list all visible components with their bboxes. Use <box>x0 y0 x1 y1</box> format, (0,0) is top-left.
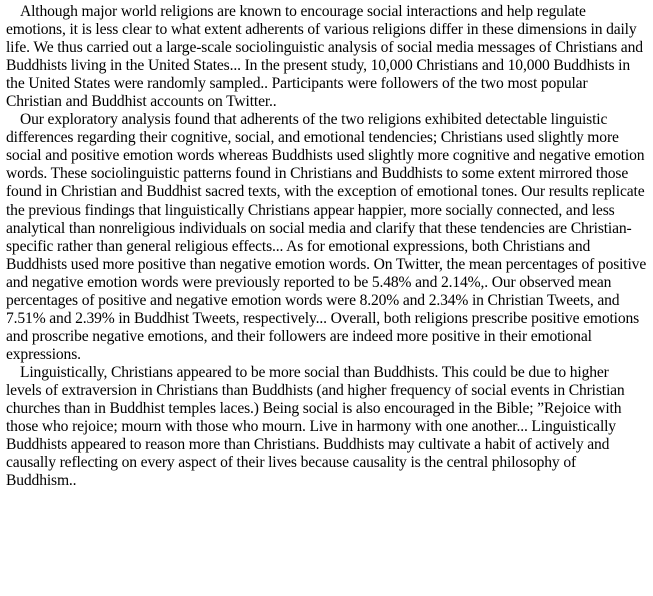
paragraph-social-differences: Linguistically, Christians appeared to be more social than Buddhists. This could be due to higher levels of extraversion in Christians than Buddhists (and higher frequency of social events in Christian churches than in Buddhist temples laces.) Being social is also encouraged in the Bible; ”Rejoice with those who rejoice; mourn with those who mourn. Live in harmony with one another... Linguistically Buddhists appeared to reason more than Christians. Buddhists may cultivate a habit of actively and causally reflecting on every aspect of their lives because causality is the central philosophy of Buddhism.. <box>6 363 625 490</box>
paragraph-findings: Our exploratory analysis found that adherents of the two religions exhibited detectable linguistic differences regarding their cognitive, social, and emotional tendencies; Christians used slightly more social and positive emotion words whereas Buddhists used slightly more cognitive and negative emotion words. These sociolinguistic patterns found in Christians and Buddhists to some extent mirrored those found in Christian and Buddhist sacred texts, with the exception of emotional tones. Our results replicate the previous findings that linguistically Christians appear happier, more socially connected, and less analytical than nonreligious individuals on social media and clarify that these tendencies are Christian-specific rather than general religious effects... As for emotional expressions, both Christians and Buddhists used more positive than negative emotion words. On Twitter, the mean percentages of positive and negative emotion words were previously reported to be 5.48% and 2.14%,. Our observed mean percentages of positive and negative emotion words were 8.20% and 2.34% in Christian Tweets, and 7.51% and 2.39% in Buddhist Tweets, respectively... Overall, both religions prescribe positive emotions and proscribe negative emotions, and their followers are indeed more positive in their emotional expressions. <box>6 111 647 363</box>
paragraph-introduction: Although major world religions are known to encourage social interactions and help regulate emotions, it is less clear to what extent adherents of various religions differ in these dimensions in daily life. We thus carried out a large-scale sociolinguistic analysis of social media messages of Christians and Buddhists living in the United States... In the present study, 10,000 Christians and 10,000 Buddhists in the United States were randomly sampled.. Participants were followers of the two most popular Christian and Buddhist accounts on Twitter.. <box>6 3 643 111</box>
